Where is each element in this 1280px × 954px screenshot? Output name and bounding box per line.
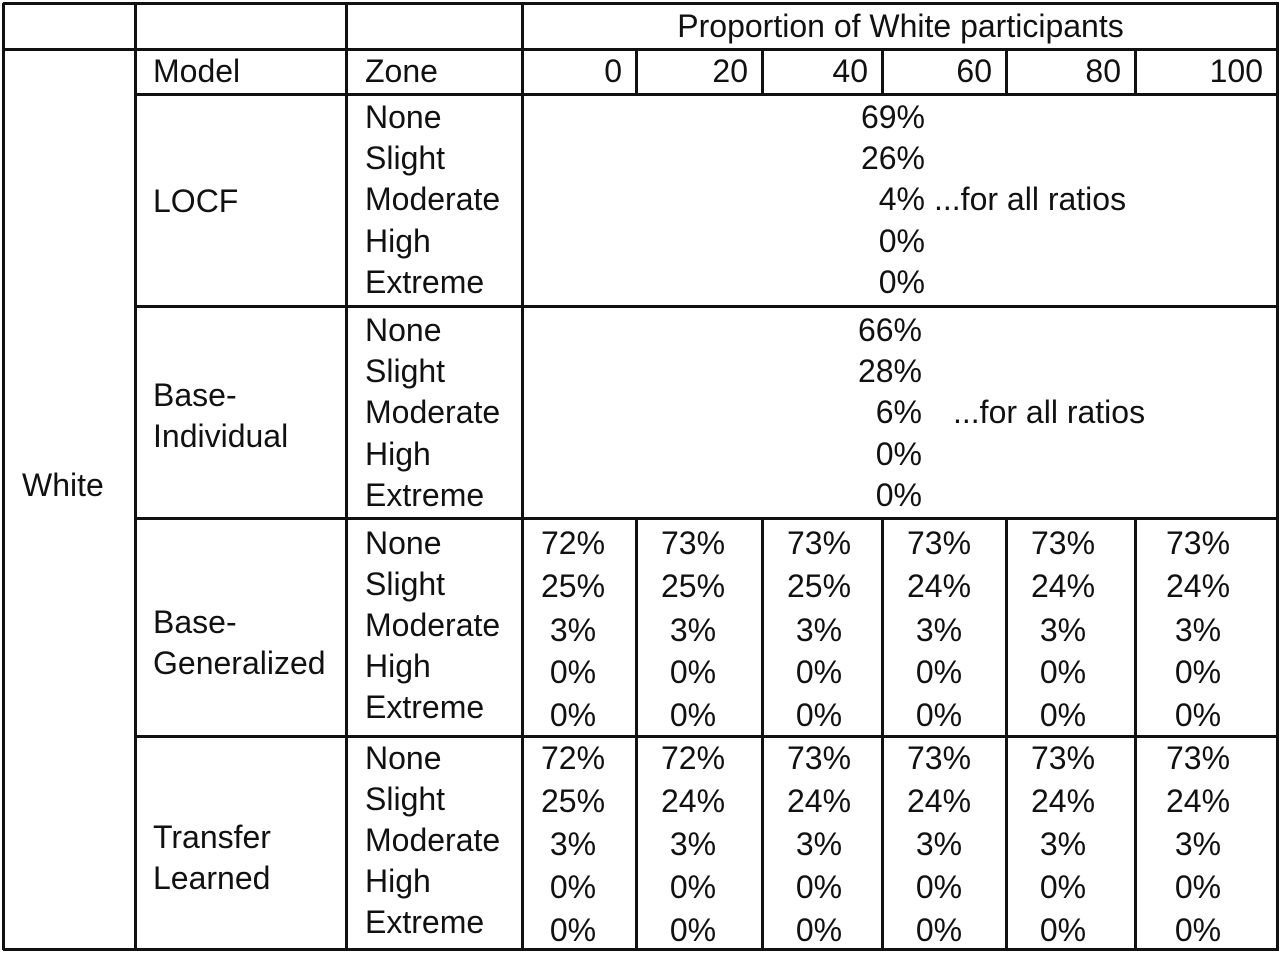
model-name: Learned [153,860,271,896]
value-cell: 0% [1174,869,1222,905]
grid-line [1276,3,1279,950]
grid-line [521,3,524,950]
ratio-header: 40 [832,53,868,89]
value-cell: 0% [1039,912,1087,948]
grid-line [3,948,1279,951]
value-cell: 0% [669,697,717,733]
ratio-header: 20 [712,53,748,89]
value-cell: 25% [786,568,852,604]
grid-line [135,93,1279,96]
value-cell: 3% [549,612,597,648]
value-cell: 73% [1165,740,1231,776]
zone-label: None [365,525,442,561]
group-label: White [22,467,104,503]
value-cell: 24% [1030,568,1096,604]
zone-label: Extreme [365,264,485,300]
proportion-header: Proportion of White participants [677,8,1124,44]
grid-line [3,2,1279,5]
model-name: Individual [153,418,289,454]
grid-line [635,518,638,950]
value-cell: 73% [786,740,852,776]
value-cell: 24% [906,568,972,604]
value-cell: 3% [669,826,717,862]
value-cell: 0% [1174,697,1222,733]
value-cell: 0% [1174,912,1222,948]
value-cell: 3% [1174,612,1222,648]
value-cell: 0% [549,869,597,905]
all-ratios-note: ...for all ratios [953,394,1146,430]
value-cell: 24% [786,783,852,819]
value-cell: 3% [915,612,963,648]
value-cell: 73% [906,740,972,776]
grid-line [1005,518,1008,950]
model-name: LOCF [153,183,239,219]
value-cell: 73% [906,525,972,561]
value-cell: 73% [1165,525,1231,561]
zone-label: Extreme [365,689,485,725]
merged-value-cell: 66% [857,312,922,348]
value-cell: 0% [1039,697,1087,733]
value-cell: 3% [1174,826,1222,862]
model-name: Transfer [153,819,271,855]
value-cell: 0% [669,654,717,690]
value-cell: 72% [540,525,606,561]
merged-value-cell: 0% [875,477,922,513]
ratio-header: 100 [1209,53,1263,89]
value-cell: 3% [669,612,717,648]
value-cell: 0% [549,697,597,733]
value-cell: 0% [549,654,597,690]
grid-line [134,3,137,950]
value-cell: 24% [660,783,726,819]
value-cell: 73% [660,525,726,561]
value-cell: 24% [1165,568,1231,604]
zone-label: None [365,740,442,776]
merged-value-cell: 0% [878,264,925,300]
merged-value-cell: 0% [878,223,925,259]
value-cell: 0% [915,869,963,905]
value-cell: 3% [1039,612,1087,648]
grid-line [2,3,5,950]
value-cell: 0% [915,697,963,733]
value-cell: 3% [549,826,597,862]
zone-label: None [365,99,442,135]
grid-line [135,305,1279,308]
value-cell: 0% [795,654,843,690]
ratio-header: 60 [956,53,992,89]
value-cell: 0% [795,697,843,733]
zone-label: Extreme [365,477,485,513]
merged-value-cell: 4% [878,181,925,217]
value-cell: 0% [915,912,963,948]
zone-label: High [365,863,431,899]
value-cell: 72% [540,740,606,776]
merged-value-cell: 28% [857,353,922,389]
merged-value-cell: 26% [860,140,925,176]
value-cell: 3% [915,826,963,862]
grid-line [3,48,1279,51]
value-cell: 0% [915,654,963,690]
zone-label: Slight [365,781,446,817]
grid-line [135,735,1279,738]
grid-line [881,518,884,950]
model-name: Generalized [153,645,326,681]
value-cell: 24% [1030,783,1096,819]
value-cell: 0% [1039,654,1087,690]
value-cell: 73% [786,525,852,561]
value-cell: 25% [540,568,606,604]
zone-label: Extreme [365,904,485,940]
zone-label: Moderate [365,181,501,217]
all-ratios-note: ...for all ratios [934,181,1127,217]
value-cell: 25% [540,783,606,819]
value-cell: 0% [795,912,843,948]
zone-label: High [365,223,431,259]
value-cell: 73% [1030,525,1096,561]
merged-value-cell: 69% [860,99,925,135]
grid-line [135,517,1279,520]
value-cell: 24% [906,783,972,819]
value-cell: 3% [1039,826,1087,862]
value-cell: 24% [1165,783,1231,819]
model-name: Base- [153,377,237,413]
value-cell: 0% [669,912,717,948]
zone-label: Moderate [365,394,501,430]
grid-line [761,518,764,950]
merged-value-cell: 0% [875,436,922,472]
value-cell: 73% [1030,740,1096,776]
grid-line [345,3,348,950]
ratio-header: 80 [1085,53,1121,89]
value-cell: 72% [660,740,726,776]
value-cell: 0% [1039,869,1087,905]
value-cell: 25% [660,568,726,604]
zone-label: Slight [365,140,446,176]
value-cell: 0% [1174,654,1222,690]
zone-column-header: Zone [365,53,438,89]
model-name: Base- [153,604,237,640]
grid-line [1134,518,1137,950]
zone-label: High [365,436,431,472]
value-cell: 3% [795,826,843,862]
value-cell: 0% [549,912,597,948]
value-cell: 0% [669,869,717,905]
value-cell: 3% [795,612,843,648]
zone-label: Moderate [365,607,501,643]
zone-label: Moderate [365,822,501,858]
model-column-header: Model [153,53,241,89]
zone-label: Slight [365,353,446,389]
ratio-header: 0 [604,53,622,89]
zone-label: High [365,648,431,684]
zone-label: None [365,312,442,348]
value-cell: 0% [795,869,843,905]
merged-value-cell: 6% [875,394,922,430]
zone-label: Slight [365,566,446,602]
